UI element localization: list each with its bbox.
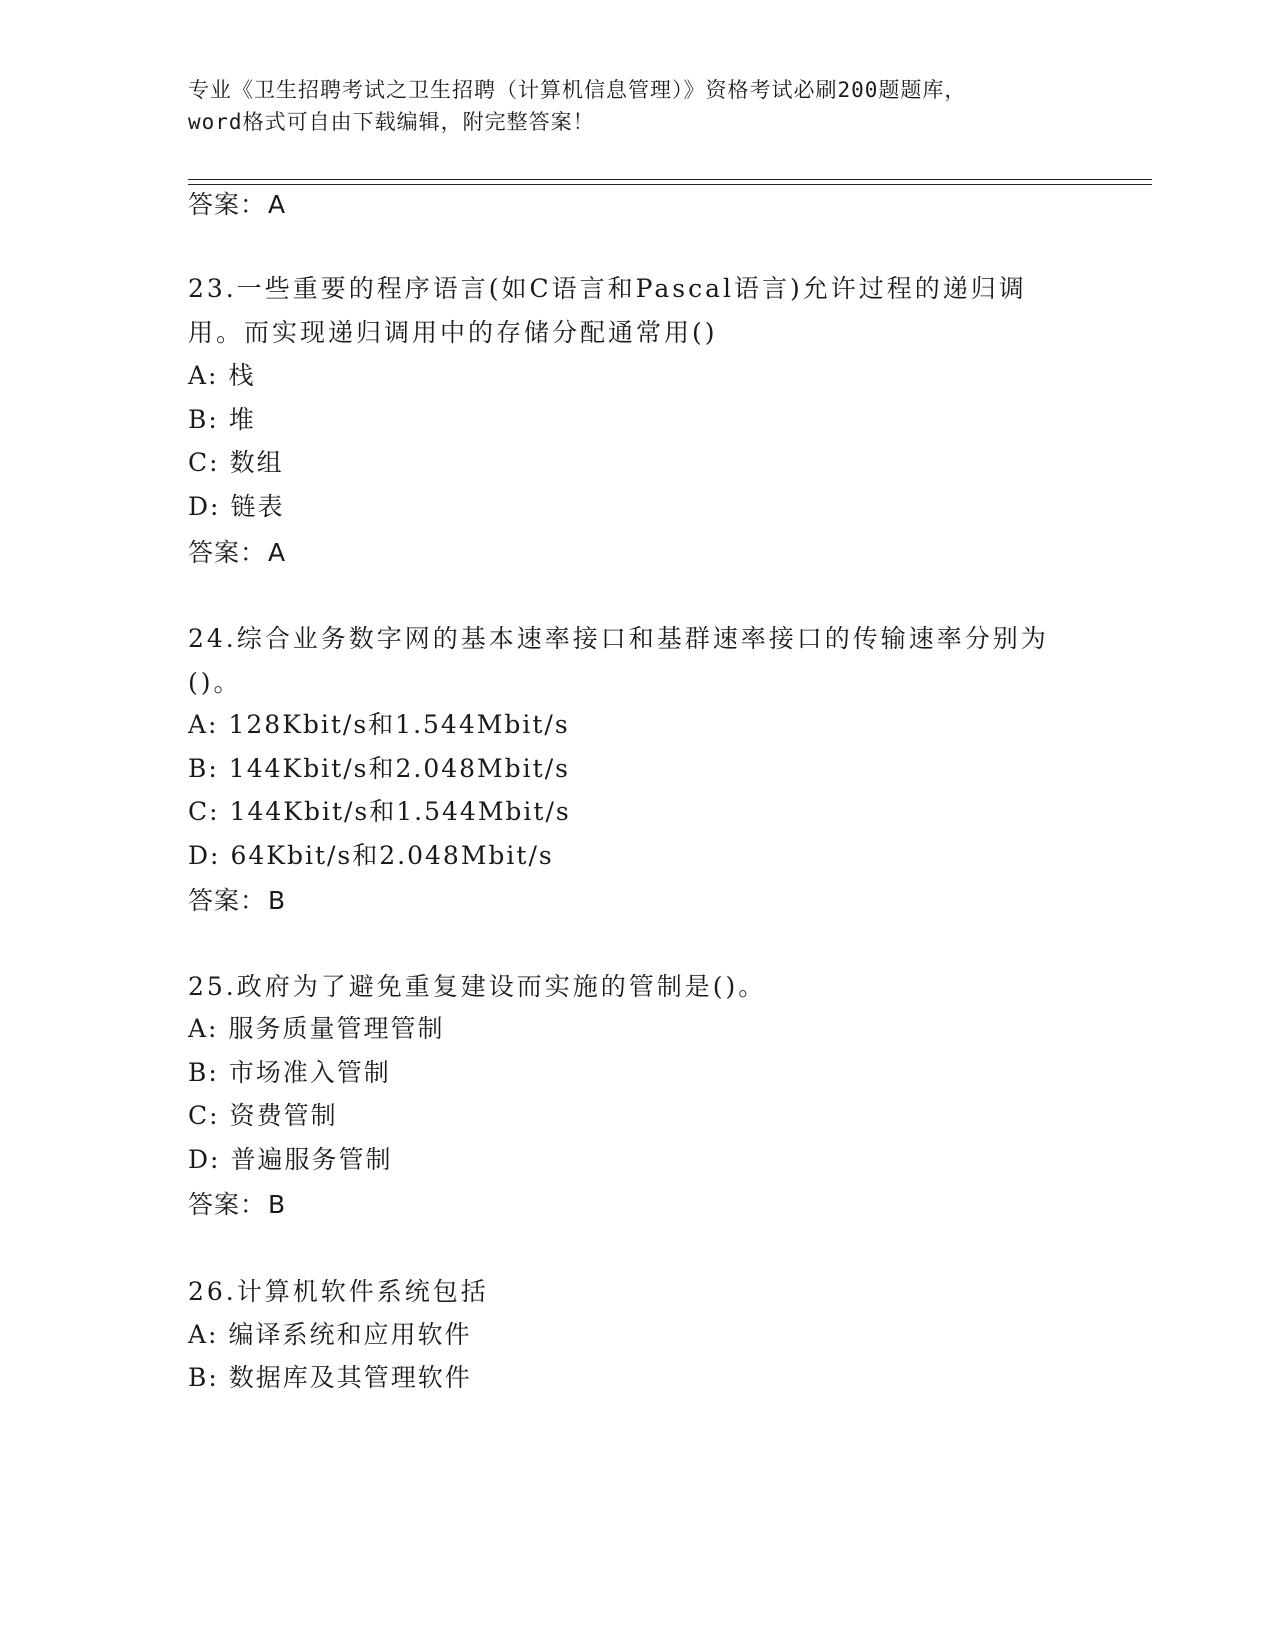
option-item [188, 1143, 392, 1177]
option-letter: B: [188, 1363, 219, 1392]
answer-label: 答案： [188, 190, 267, 219]
option-text: 市场准入管制 [228, 1058, 391, 1087]
option-item [188, 752, 570, 786]
question-stem-line: ()。 [188, 668, 242, 697]
option-text: 数组 [229, 448, 284, 477]
option-item [188, 708, 570, 742]
question-stem [188, 1270, 1088, 1314]
option-letter: C: [188, 448, 220, 477]
question-stem-line: 25.政府为了避免重复建设而实施的管制是()。 [188, 972, 767, 1001]
header-line-2: word格式可自由下载编辑，附完整答案！ [188, 110, 595, 134]
option-text: 144Kbit/s和2.048Mbit/s [228, 754, 570, 783]
question-stem-line: 24.综合业务数字网的基本速率接口和基群速率接口的传输速率分别为 [188, 624, 1049, 653]
header-divider-bottom [188, 184, 1152, 185]
option-letter: D: [188, 841, 221, 870]
question-stem [188, 617, 1088, 705]
option-letter: B: [188, 754, 219, 783]
answer-line [188, 884, 286, 918]
option-text: 链表 [230, 492, 285, 521]
option-item [188, 359, 256, 393]
option-item [188, 403, 256, 437]
question-stem [188, 965, 1088, 1009]
option-item [188, 1099, 338, 1133]
option-item [188, 795, 571, 829]
question-stem-line: 26.计算机软件系统包括 [188, 1277, 489, 1306]
option-letter: D: [188, 492, 221, 521]
option-letter: A: [188, 710, 219, 739]
option-text: 编译系统和应用软件 [228, 1320, 472, 1349]
option-text: 服务质量管理管制 [228, 1014, 445, 1043]
question-stem-line: 23.一些重要的程序语言(如C语言和Pascal语言)允许过程的递归调 [188, 274, 1027, 303]
answer-value: B [268, 886, 287, 915]
option-letter: B: [188, 1058, 219, 1087]
option-item [188, 1318, 472, 1352]
question-stem [188, 267, 1088, 355]
option-item [188, 839, 554, 873]
header-line-1: 专业《卫生招聘考试之卫生招聘（计算机信息管理）》资格考试必刷200题题库， [188, 78, 967, 102]
document-header [188, 74, 1088, 138]
option-item [188, 1056, 391, 1090]
question-stem-line: 用。而实现递归调用中的存储分配通常用() [188, 318, 718, 347]
option-text: 普遍服务管制 [230, 1145, 393, 1174]
answer-label: 答案： [188, 1190, 267, 1219]
answer-line [188, 1188, 286, 1222]
option-text: 128Kbit/s和1.544Mbit/s [228, 710, 570, 739]
answer-line [188, 188, 286, 222]
option-item [188, 490, 284, 524]
answer-value: B [268, 1190, 287, 1219]
answer-value: A [268, 538, 287, 567]
option-letter: A: [188, 1320, 219, 1349]
option-letter: C: [188, 1101, 220, 1130]
header-divider-top [188, 179, 1152, 180]
option-text: 144Kbit/s和1.544Mbit/s [229, 797, 571, 826]
option-letter: C: [188, 797, 220, 826]
option-text: 栈 [228, 361, 256, 390]
option-text: 数据库及其管理软件 [228, 1363, 472, 1392]
option-letter: A: [188, 1014, 219, 1043]
option-text: 64Kbit/s和2.048Mbit/s [230, 841, 554, 870]
option-item [188, 1012, 445, 1046]
answer-label: 答案： [188, 538, 267, 567]
option-text: 资费管制 [229, 1101, 338, 1130]
answer-label: 答案： [188, 886, 267, 915]
option-letter: B: [188, 405, 219, 434]
answer-line [188, 536, 286, 570]
option-letter: A: [188, 361, 219, 390]
option-text: 堆 [228, 405, 256, 434]
option-item [188, 446, 284, 480]
option-item [188, 1361, 472, 1395]
answer-value: A [268, 190, 287, 219]
option-letter: D: [188, 1145, 221, 1174]
